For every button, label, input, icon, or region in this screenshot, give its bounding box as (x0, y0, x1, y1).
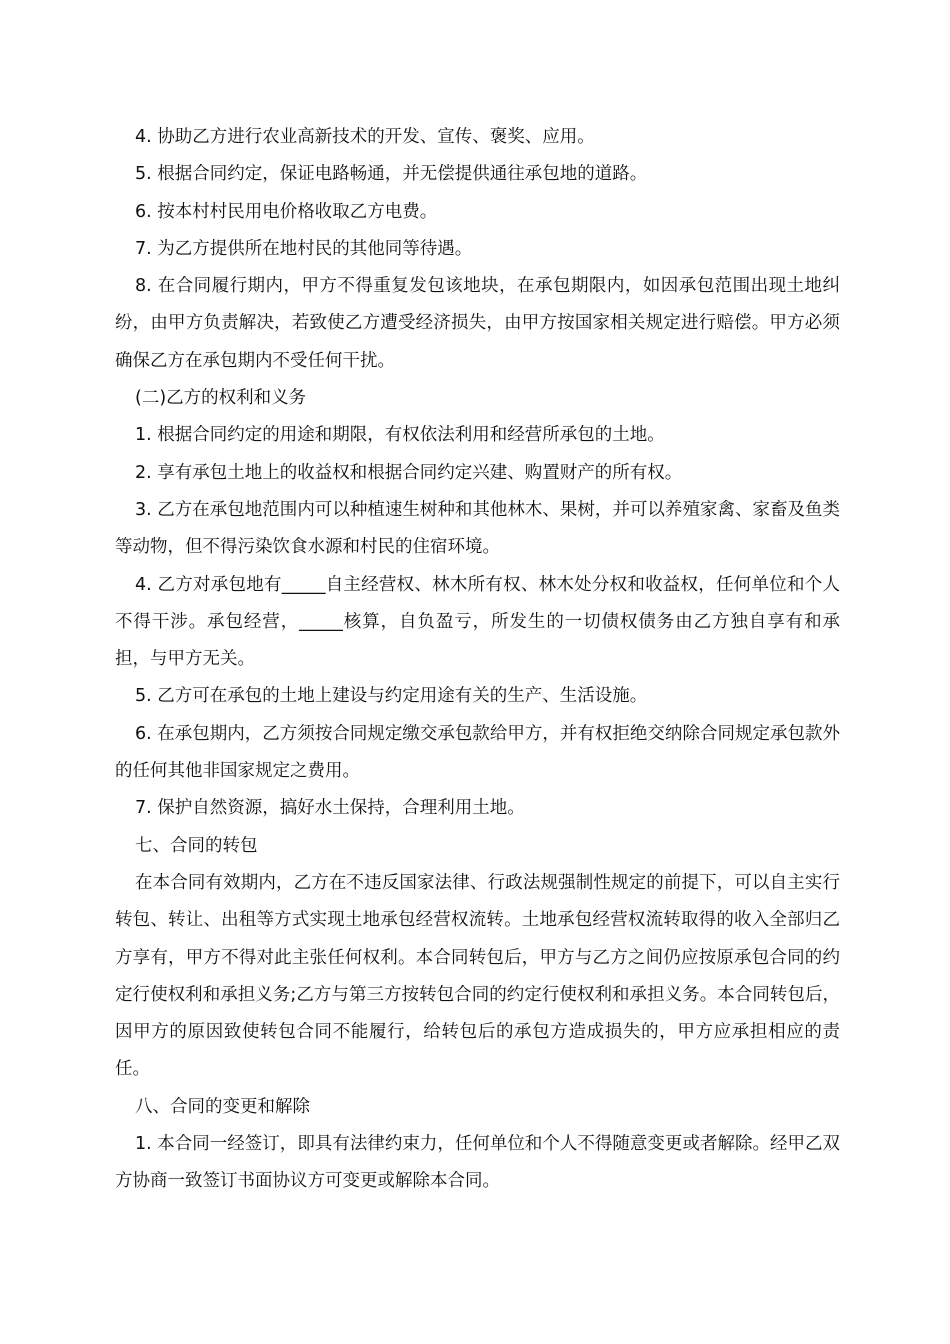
document-body (115, 119, 840, 1201)
subcontract-paragraph: 在本合同有效期内，乙方在不违反国家法律、行政法规强制性规定的前提下，可以自主实行转包、转让、出租等方式实现土地承包经营权流转。土地承包经营权流转取得的收入全部归乙方享有，甲方不得对此主张任何权利。本合同转包后，甲方与乙方之间仍应按原承包合同的约定行使权利和承担义务;乙方与第三方按转包合同的约定行使权利和承担义务。本合同转包后，因甲方的原因致使转包合同不能履行，给转包后的承包方造成损失的，甲方应承担相应的责任。 (115, 872, 840, 1080)
clause-b4: 4. 乙方对承包地有_____自主经营权、林木所有权、林木处分权和收益权，任何单位和个人不得干涉。承包经营，_____核算，自负盈亏，所发生的一切债权债务由乙方独自享有和承担，与甲方无关。 (115, 574, 840, 670)
clause-b1: 1. 根据合同约定的用途和期限，有权依法利用和经营所承包的土地。 (135, 425, 665, 446)
clause-b6: 6. 在承包期内，乙方须按合同规定缴交承包款给甲方，并有权拒绝交纳除合同规定承包款外的任何其他非国家规定之费用。 (115, 723, 840, 782)
clause-b3: 3. 乙方在承包地范围内可以种植速生树种和其他林木、果树，并可以养殖家禽、家畜及鱼类等动物，但不得污染饮食水源和村民的住宿环境。 (115, 499, 840, 558)
clause-b5: 5. 乙方可在承包的土地上建设与约定用途有关的生产、生活设施。 (135, 686, 648, 707)
clause-b7: 7. 保护自然资源，搞好水土保持，合理利用土地。 (135, 798, 525, 819)
clause-a6: 6. 按本村村民用电价格收取乙方电费。 (135, 201, 438, 222)
clause-a5: 5. 根据合同约定，保证电路畅通，并无偿提供通往承包地的道路。 (135, 164, 648, 185)
clause-b2: 2. 享有承包土地上的收益权和根据合同约定兴建、购置财产的所有权。 (135, 462, 683, 483)
clause-a4: 4. 协助乙方进行农业高新技术的开发、宣传、褒奖、应用。 (135, 127, 595, 147)
clause-a7: 7. 为乙方提供所在地村民的其他同等待遇。 (135, 238, 473, 259)
section-heading-amendment: 八、合同的变更和解除 (135, 1096, 310, 1117)
clause-a8: 8. 在合同履行期内，甲方不得重复发包该地块，在承包期限内，如因承包范围出现土地纠纷，由甲方负责解决，若致使乙方遭受经济损失，由甲方按国家相关规定进行赔偿。甲方必须确保乙方在承包期内不受任何干扰。 (115, 276, 840, 371)
section-heading-party-b: (二)乙方的权利和义务 (135, 388, 307, 409)
clause-amendment-1: 1. 本合同一经签订，即具有法律约束力，任何单位和个人不得随意变更或者解除。经甲乙双方协商一致签订书面协议方可变更或解除本合同。 (115, 1134, 840, 1192)
section-heading-subcontract: 七、合同的转包 (135, 835, 258, 856)
